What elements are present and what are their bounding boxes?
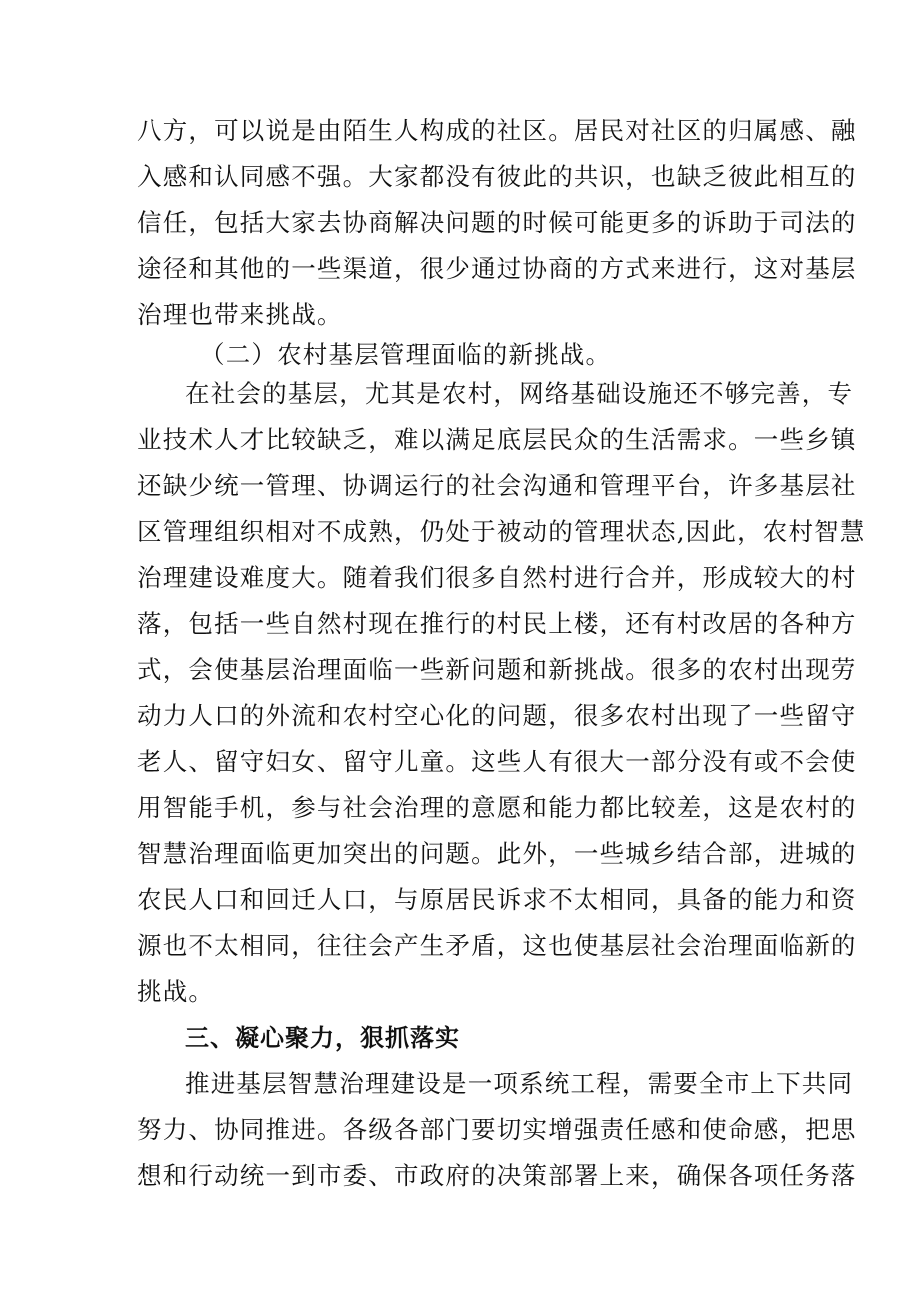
paragraph-line: 信任，包括大家去协商解决问题的时候可能更多的诉助于司法的 — [137, 208, 857, 237]
paragraph-line: 想和行动统一到市委、市政府的决策部署上来，确保各项任务落 — [137, 1161, 857, 1190]
paragraph-line: 入感和认同感不强。大家都没有彼此的共识，也缺乏彼此相互的 — [137, 162, 857, 191]
section-subheading: （二）农村基层管理面临的新挑战。 — [200, 340, 612, 369]
paragraph-line: 推进基层智慧治理建设是一项系统工程，需要全市上下共同 — [185, 1069, 854, 1098]
paragraph-line: 途径和其他的一些渠道，很少通过协商的方式来进行，这对基层 — [137, 254, 857, 283]
section-heading: 三、凝心聚力，狠抓落实 — [185, 1024, 460, 1052]
paragraph-line: 源也不太相同，往往会产生矛盾，这也使基层社会治理面临新的 — [137, 931, 857, 960]
paragraph-line: 动力人口的外流和农村空心化的问题，很多农村出现了一些留守 — [137, 701, 857, 730]
paragraph-line: 八方，可以说是由陌生人构成的社区。居民对社区的归属感、融 — [137, 116, 857, 145]
paragraph-line: 用智能手机，参与社会治理的意愿和能力都比较差，这是农村的 — [137, 793, 857, 822]
paragraph-line: 落，包括一些自然村现在推行的村民上楼，还有村改居的各种方 — [137, 609, 857, 638]
paragraph-line: 老人、留守妇女、留守儿童。这些人有很大一部分没有或不会使 — [137, 747, 857, 776]
paragraph-line: 业技术人才比较缺乏，难以满足底层民众的生活需求。一些乡镇 — [137, 425, 857, 454]
paragraph-line: 在社会的基层，尤其是农村，网络基础设施还不够完善，专 — [185, 379, 854, 408]
paragraph-line: 治理建设难度大。随着我们很多自然村进行合并，形成较大的村 — [137, 563, 857, 592]
paragraph-line: 治理也带来挑战。 — [137, 300, 343, 329]
paragraph-line: 式，会使基层治理面临一些新问题和新挑战。很多的农村出现劳 — [137, 655, 857, 684]
paragraph-line: 农民人口和回迁人口，与原居民诉求不太相同，具备的能力和资 — [137, 885, 857, 914]
paragraph-line: 区管理组织相对不成熟，仍处于被动的管理状态,因此，农村智慧 — [137, 517, 866, 546]
paragraph-line: 还缺少统一管理、协调运行的社会沟通和管理平台，许多基层社 — [137, 471, 857, 500]
paragraph-line: 智慧治理面临更加突出的问题。此外，一些城乡结合部，进城的 — [137, 839, 857, 868]
paragraph-line: 挑战。 — [137, 977, 215, 1006]
paragraph-line: 努力、协同推进。各级各部门要切实增强责任感和使命感，把思 — [137, 1115, 857, 1144]
